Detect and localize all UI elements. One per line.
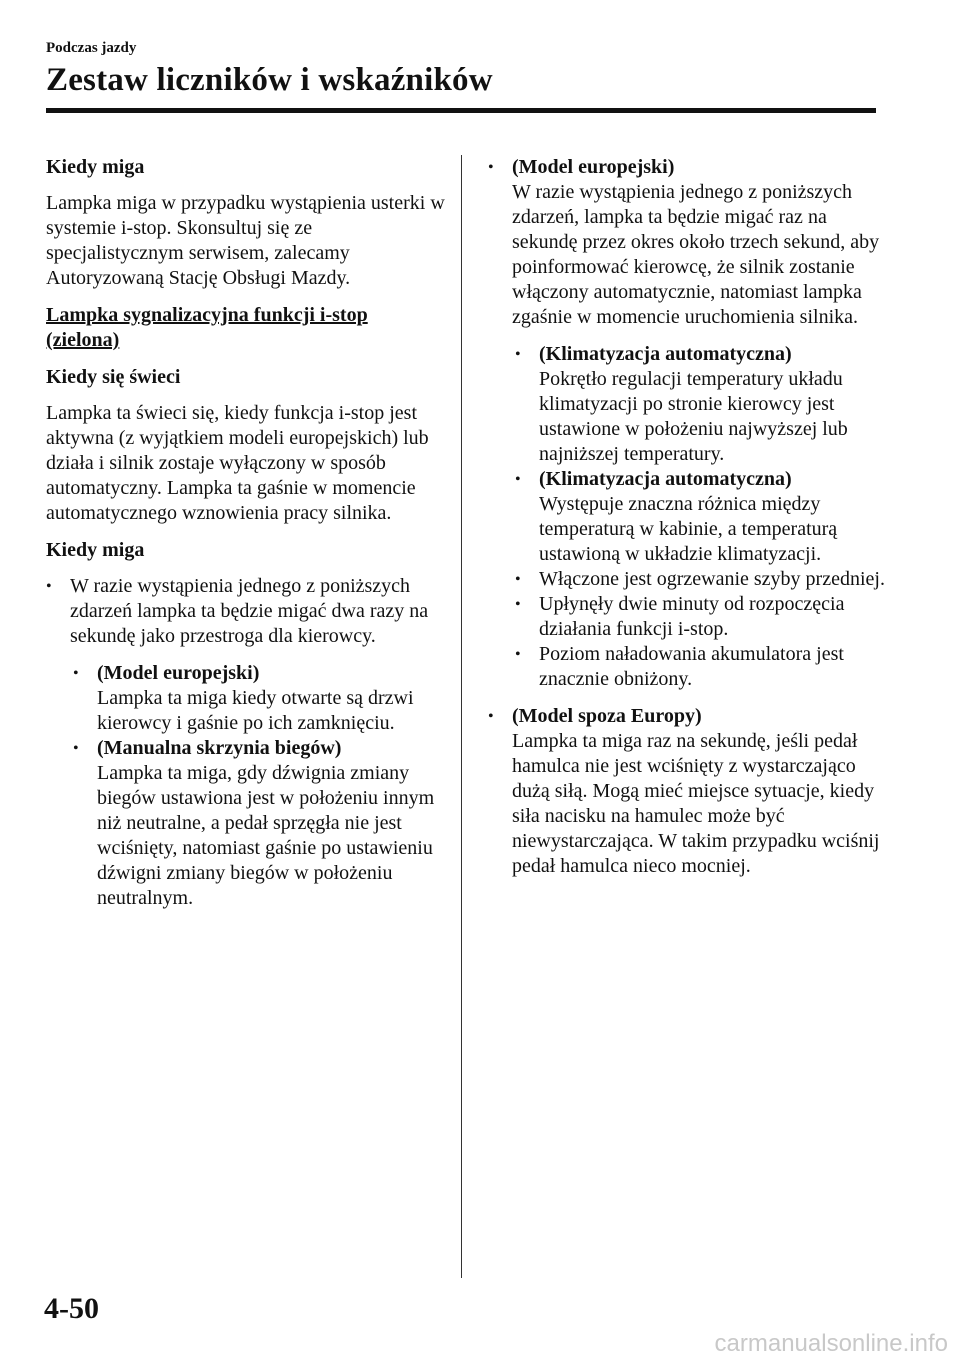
section-label: Podczas jazdy (46, 40, 137, 56)
list-item (73, 736, 446, 911)
list-item-body: Lampka ta miga, gdy dźwignia zmiany biegów ustawiona jest w położeniu innym niż neutralne, a pedał sprzęgła nie jest wciśnięty, natomiast gaśnie po ustawieniu dźwigni zmiany biegów w położeniu neutralnym. (97, 762, 435, 909)
list-item-text (539, 342, 888, 467)
heading-kiedy-miga-2: Kiedy miga (46, 539, 145, 561)
bullet-icon: • (488, 708, 494, 725)
spacer (488, 692, 888, 704)
list-item-body: Lampka ta miga kiedy otwarte są drzwi kierowcy i gaśnie po ich zamknięciu. (97, 687, 414, 734)
bullet-icon: • (73, 665, 79, 682)
list-item-text: Poziom naładowania akumulatora jest znacznie obniżony. (539, 643, 844, 690)
list-item (73, 661, 446, 736)
list-item-text (539, 467, 888, 567)
page-title: Zestaw liczników i wskaźników (46, 62, 493, 98)
list-item-title: (Manualna skrzynia biegów) (97, 737, 342, 759)
bullet-icon: • (73, 740, 79, 757)
list-item-body: Lampka ta miga raz na sekundę, jeśli pedał hamulca nie jest wciśnięty z wystarczająco dużą siłą. Mogą mieć miejsce sytuacje, kiedy siła nacisku na hamulec może być niewystarczająca. W takim przypadku wciśnij pedał hamulca nieco mocniej. (512, 730, 880, 877)
bullet-icon: • (515, 471, 521, 488)
list-item-text: Włączone jest ogrzewanie szyby przedniej. (539, 568, 885, 590)
paragraph-lights: Lampka ta świeci się, kiedy funkcja i-stop jest aktywna (z wyjątkiem modeli europejskich) lub działa i silnik zostaje wyłączony w sposób automatyczny. Lampka ta gaśnie w momencie automatycznego wznowienia pracy silnika. (46, 402, 429, 524)
bullet-icon: • (515, 571, 521, 588)
green-heading-line2: (zielona) (46, 329, 120, 351)
list-item-text (512, 704, 888, 879)
spacer (488, 330, 888, 342)
paragraph-istop-fault: Lampka miga w przypadku wystąpienia usterki w systemie i-stop. Skonsultuj się ze specjalistycznym serwisem, zalecamy Autoryzowaną Stację Obsługi Mazdy. (46, 192, 445, 289)
list-item (515, 467, 888, 567)
watermark: carmanualsonline.info (714, 1330, 948, 1357)
heading-kiedy-sie-swieci: Kiedy się świeci (46, 366, 181, 388)
green-indicator-heading (46, 303, 446, 353)
bullet-icon: • (488, 159, 494, 176)
list-item (515, 642, 888, 692)
left-column (46, 155, 446, 911)
list-item-title: (Model spoza Europy) (512, 705, 702, 727)
heading-kiedy-miga-1: Kiedy miga (46, 156, 145, 178)
list-item-title: (Klimatyzacja automatyczna) (539, 468, 792, 490)
bullet-icon: • (515, 596, 521, 613)
list-item-title: (Model europejski) (97, 662, 260, 684)
list-item (488, 155, 888, 330)
right-column (488, 155, 888, 879)
list-item-text (97, 661, 446, 736)
green-heading-line1: Lampka sygnalizacyjna funkcji i-stop (46, 304, 368, 326)
list-item-body: W razie wystąpienia jednego z poniższych zdarzeń, lampka ta będzie migać raz na sekundę przez okres około trzech sekund, aby poinformować kierowcę, że silnik zostanie włączony automatycznie, natomiast lampka zgaśnie w momencie uruchomienia silnika. (512, 181, 880, 328)
list-item-text: Upłynęły dwie minuty od rozpoczęcia działania funkcji i-stop. (539, 593, 845, 640)
page-number: 4-50 (44, 1292, 99, 1325)
bullet-icon: • (515, 646, 521, 663)
list-item-title: (Model europejski) (512, 156, 675, 178)
spacer (46, 649, 446, 661)
list-item-text: W razie wystąpienia jednego z poniższych zdarzeń lampka ta będzie migać dwa razy na sekundę jako przestroga dla kierowcy. (70, 575, 429, 647)
list-item-body: Pokrętło regulacji temperatury układu klimatyzacji po stronie kierowcy jest ustawione w położeniu najwyższej lub najniższej temperatury. (539, 368, 848, 465)
column-divider (461, 155, 462, 1278)
list-item-body: Występuje znaczna różnica między temperaturą w kabinie, a temperaturą ustawioną w układzie klimatyzacji. (539, 493, 838, 565)
list-item (515, 592, 888, 642)
list-item (515, 567, 888, 592)
header-rule (46, 108, 876, 113)
bullet-icon: • (46, 578, 52, 595)
list-item (515, 342, 888, 467)
list-item (488, 704, 888, 879)
list-item (46, 574, 446, 649)
bullet-icon: • (515, 346, 521, 363)
list-item-text (512, 155, 888, 330)
list-item-title: (Klimatyzacja automatyczna) (539, 343, 792, 365)
list-item-text (97, 736, 446, 911)
